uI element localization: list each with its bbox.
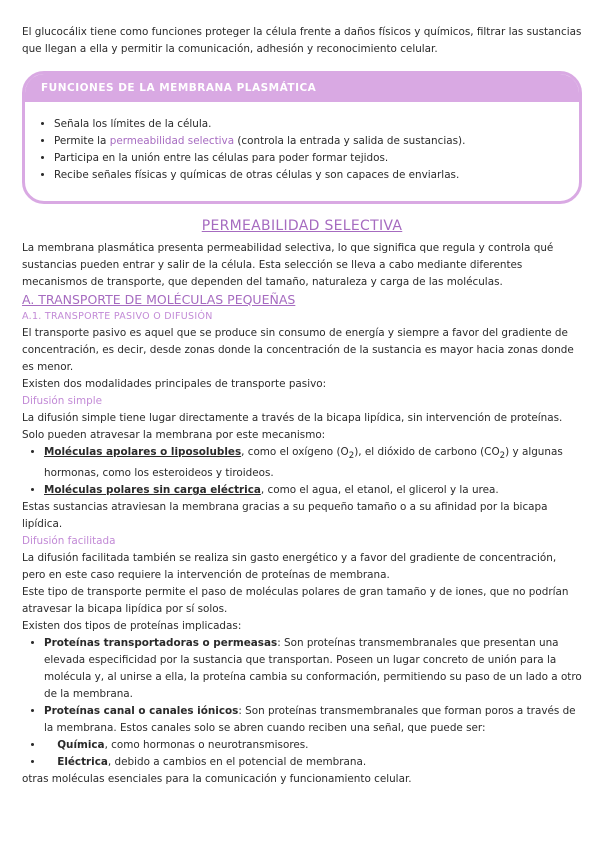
- section-title: PERMEABILIDAD SELECTIVA: [201, 218, 403, 234]
- paragraph: Solo pueden atravesar la membrana por este mecanismo:: [22, 429, 326, 441]
- simple-diffusion-list: [22, 444, 582, 499]
- paragraph: Estas sustancias atraviesan la membrana gracias a su pequeño tamaño o a su afinidad por la bicapa lipídica.: [22, 501, 548, 531]
- list-item: • Moléculas polares sin carga eléctrica, como el agua, el etanol, el glicerol y la urea.: [44, 482, 582, 499]
- list-item: • Participa en la unión entre las células para poder formar tejidos.: [54, 150, 574, 167]
- heading-transport-small: A. TRANSPORTE DE MOLÉCULAS PEQUEÑAS: [22, 292, 296, 307]
- heading-passive-transport: A.1. TRANSPORTE PASIVO O DIFUSIÓN: [22, 311, 213, 322]
- list-item: • Permite la permeabilidad selectiva (controla la entrada y salida de sustancias).: [54, 133, 574, 150]
- heading-facilitated-diffusion: Difusión facilitada: [22, 535, 116, 548]
- paragraph: Existen dos tipos de proteínas implicadas:: [22, 620, 242, 633]
- box-title: FUNCIONES DE LA MEMBRANA PLASMÁTICA: [25, 74, 579, 102]
- paragraph: El transporte pasivo es aquel que se produce sin consumo de energía y siempre a favor del gradiente de concentración, es decir, desde zonas donde la concentración de la sustancia es mayor hacia zonas donde es menor.: [22, 327, 574, 373]
- list-item: • Proteínas canal o canales iónicos: Son proteínas transmembranales que forman poros a través de la membrana. Estos canales solo se abren cuando reciben una señal, que puede ser:: [44, 703, 582, 737]
- paragraph: otras moléculas esenciales para la comunicación y funcionamiento celular.: [22, 773, 412, 786]
- paragraph: La difusión simple tiene lugar directamente a través de la bicapa lipídica, sin intervención de proteínas.: [22, 412, 563, 424]
- list-item: • Química, como hormonas o neurotransmisores.: [44, 737, 582, 754]
- box-body: [28, 102, 576, 198]
- list-item: • Moléculas apolares o liposolubles, como el oxígeno $(O_2)$, el dióxido de carbono $(CO_2)$ y algunas hormonas, como los esteroideos y tiroideos.: [44, 444, 582, 482]
- list-item: • Señala los límites de la célula.: [54, 116, 574, 133]
- list-item: • Recibe señales físicas y químicas de otras células y son capaces de enviarlas.: [54, 167, 574, 184]
- list-item: • Proteínas transportadoras o permeasas: Son proteínas transmembranales que presentan una elevada especificidad por la sustancia que transportan. Poseen un lugar concreto de unión para la molécula y, al unirse a ella, la proteína cambia su conformación, permitiendo su paso de un lado a otro de la membrana.: [44, 635, 582, 703]
- main-content: [22, 240, 582, 788]
- membrane-functions-box: [22, 71, 582, 204]
- heading-simple-diffusion: Difusión simple: [22, 395, 102, 407]
- paragraph: Este tipo de transporte permite el paso de moléculas polares de gran tamaño y de iones, que no podrían atravesar la bicapa lipídica por sí solos.: [22, 586, 569, 616]
- functions-list: [36, 116, 574, 184]
- paragraph: La difusión facilitada también se realiza sin gasto energético y a favor del gradiente de concentración, pero en este caso requiere la intervención de proteínas de membrana.: [22, 552, 557, 582]
- paragraph: La membrana plasmática presenta permeabilidad selectiva, lo que significa que regula y controla qué sustancias pueden entrar y salir de la célula. Esta selección se lleva a cabo mediante diferentes mecanismos de transporte, que dependen del tamaño, naturaleza y carga de las moléculas.: [22, 242, 554, 288]
- list-item: • Eléctrica, debido a cambios en el potencial de membrana.: [44, 754, 582, 771]
- proteins-list: [22, 635, 582, 771]
- highlight-term: permeabilidad selectiva: [109, 135, 235, 147]
- paragraph: Existen dos modalidades principales de transporte pasivo:: [22, 378, 327, 390]
- intro-paragraph: El glucocálix tiene como funciones proteger la célula frente a daños físicos y químicos, filtrar las sustancias que llegan a ella y permitir la comunicación, adhesión y reconocimiento celular.: [22, 26, 582, 55]
